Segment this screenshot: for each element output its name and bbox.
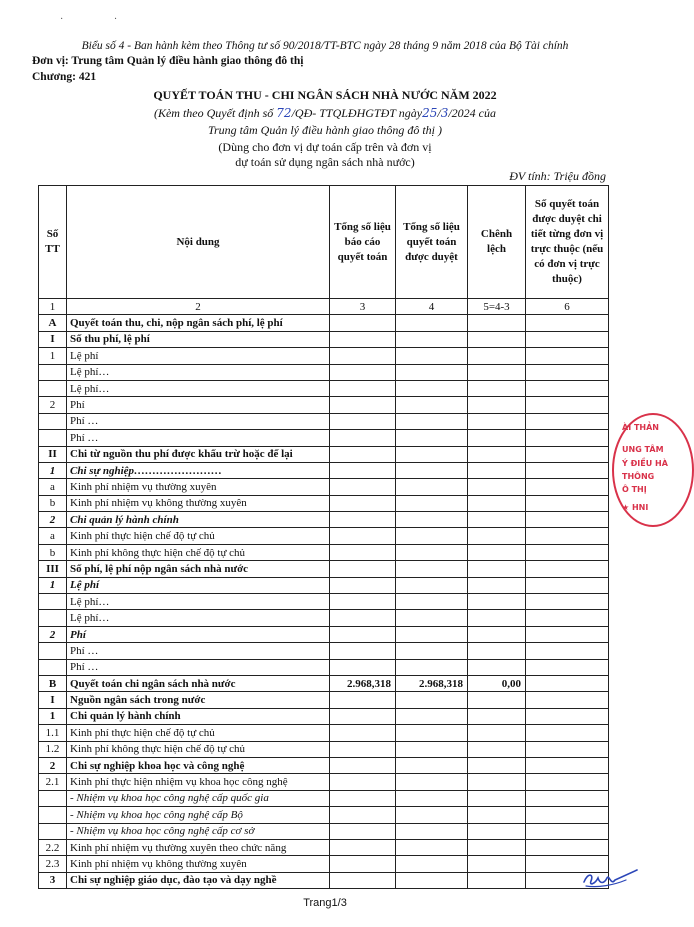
row-content: Lệ phí bbox=[67, 348, 330, 364]
stamp-text: THÔNG bbox=[622, 472, 655, 481]
row-stt: 3 bbox=[39, 872, 67, 888]
row-detail-value bbox=[526, 577, 609, 593]
table-row bbox=[39, 364, 609, 380]
row-reported-value bbox=[330, 364, 396, 380]
row-diff-value bbox=[468, 331, 526, 347]
row-detail-value bbox=[526, 479, 609, 495]
scan-specks: · · bbox=[60, 14, 142, 25]
row-stt: b bbox=[39, 495, 67, 511]
row-detail-value bbox=[526, 495, 609, 511]
row-content: Chi sự nghiệp khoa học và công nghệ bbox=[67, 757, 330, 773]
table-row bbox=[39, 512, 609, 528]
row-content: Chi quản lý hành chính bbox=[67, 512, 330, 528]
table-row bbox=[39, 790, 609, 806]
usage-line-1: (Dùng cho đơn vị dự toán cấp trên và đơn vị bbox=[218, 140, 432, 154]
row-approved-value bbox=[396, 446, 468, 462]
row-approved-value bbox=[396, 528, 468, 544]
row-approved-value bbox=[396, 856, 468, 872]
row-reported-value bbox=[330, 872, 396, 888]
row-content: Chi sự nghiệp giáo dục, đào tạo và dạy nghề bbox=[67, 872, 330, 888]
col-header-diff: Chênh lệch bbox=[468, 186, 526, 299]
row-reported-value bbox=[330, 446, 396, 462]
row-content: Lệ phí… bbox=[67, 594, 330, 610]
row-content: Kinh phí thực hiện chế độ tự chủ bbox=[67, 725, 330, 741]
row-diff-value bbox=[468, 725, 526, 741]
row-approved-value bbox=[396, 823, 468, 839]
row-reported-value bbox=[330, 856, 396, 872]
row-content: Kinh phí thực hiện nhiệm vụ khoa học công nghệ bbox=[67, 774, 330, 790]
row-diff-value bbox=[468, 544, 526, 560]
row-approved-value bbox=[396, 708, 468, 724]
row-content: Phí … bbox=[67, 643, 330, 659]
table-row bbox=[39, 495, 609, 511]
row-content: Lệ phí… bbox=[67, 364, 330, 380]
row-reported-value bbox=[330, 577, 396, 593]
chapter-label: Chương: 421 bbox=[32, 71, 97, 83]
row-detail-value bbox=[526, 807, 609, 823]
row-reported-value bbox=[330, 528, 396, 544]
budget-table bbox=[38, 185, 609, 889]
row-approved-value bbox=[396, 544, 468, 560]
row-detail-value bbox=[526, 446, 609, 462]
row-stt: 1 bbox=[39, 462, 67, 478]
row-content: Quyết toán thu, chi, nộp ngân sách phí, lệ phí bbox=[67, 315, 330, 331]
table-row bbox=[39, 675, 609, 691]
row-content: Kinh phí nhiệm vụ thường xuyên theo chức năng bbox=[67, 839, 330, 855]
row-detail-value bbox=[526, 823, 609, 839]
decision-prefix: (Kèm theo Quyết định số bbox=[153, 106, 277, 120]
row-approved-value bbox=[396, 807, 468, 823]
row-stt: 2 bbox=[39, 626, 67, 642]
row-diff-value bbox=[468, 692, 526, 708]
row-stt: II bbox=[39, 446, 67, 462]
row-stt bbox=[39, 643, 67, 659]
form-note: Biểu số 4 - Ban hành kèm theo Thông tư số 90/2018/TT-BTC ngày 28 tháng 9 năm 2018 của Bộ Tài chính bbox=[81, 40, 569, 52]
row-stt: 1 bbox=[39, 577, 67, 593]
row-reported-value bbox=[330, 692, 396, 708]
row-stt: 2.1 bbox=[39, 774, 67, 790]
row-approved-value bbox=[396, 348, 468, 364]
table-row bbox=[39, 544, 609, 560]
index-cell: 5=4-3 bbox=[468, 299, 526, 315]
table-row bbox=[39, 839, 609, 855]
row-diff-value bbox=[468, 462, 526, 478]
table-row bbox=[39, 315, 609, 331]
row-diff-value bbox=[468, 790, 526, 806]
row-diff-value bbox=[468, 315, 526, 331]
row-approved-value bbox=[396, 872, 468, 888]
row-stt bbox=[39, 430, 67, 446]
row-stt: a bbox=[39, 528, 67, 544]
row-reported-value bbox=[330, 626, 396, 642]
row-reported-value bbox=[330, 790, 396, 806]
row-reported-value bbox=[330, 774, 396, 790]
row-approved-value bbox=[396, 495, 468, 511]
table-row bbox=[39, 348, 609, 364]
row-approved-value bbox=[396, 741, 468, 757]
row-detail-value bbox=[526, 692, 609, 708]
table-row bbox=[39, 561, 609, 577]
row-stt: b bbox=[39, 544, 67, 560]
stamp-text: ÀI THẢN bbox=[622, 423, 659, 432]
row-approved-value bbox=[396, 512, 468, 528]
row-content: Kinh phí nhiệm vụ thường xuyên bbox=[67, 479, 330, 495]
table-row bbox=[39, 380, 609, 396]
table-row bbox=[39, 741, 609, 757]
index-cell: 1 bbox=[39, 299, 67, 315]
row-reported-value bbox=[330, 725, 396, 741]
row-diff-value bbox=[468, 774, 526, 790]
row-diff-value bbox=[468, 430, 526, 446]
row-content: Lệ phí bbox=[67, 577, 330, 593]
row-reported-value bbox=[330, 380, 396, 396]
row-detail-value bbox=[526, 774, 609, 790]
table-row bbox=[39, 823, 609, 839]
row-detail-value bbox=[526, 757, 609, 773]
row-detail-value bbox=[526, 315, 609, 331]
row-approved-value bbox=[396, 659, 468, 675]
row-reported-value bbox=[330, 331, 396, 347]
row-approved-value bbox=[396, 430, 468, 446]
row-reported-value bbox=[330, 462, 396, 478]
row-content: Phí bbox=[67, 626, 330, 642]
row-content: Chi quản lý hành chính bbox=[67, 708, 330, 724]
table-row bbox=[39, 626, 609, 642]
row-content: Nguồn ngân sách trong nước bbox=[67, 692, 330, 708]
row-reported-value bbox=[330, 839, 396, 855]
row-stt bbox=[39, 413, 67, 429]
index-cell: 3 bbox=[330, 299, 396, 315]
page-number: Trang1/3 bbox=[303, 897, 347, 909]
row-approved-value bbox=[396, 626, 468, 642]
table-row bbox=[39, 594, 609, 610]
row-diff-value bbox=[468, 413, 526, 429]
row-stt bbox=[39, 807, 67, 823]
row-detail-value bbox=[526, 659, 609, 675]
row-diff-value bbox=[468, 856, 526, 872]
table-row bbox=[39, 528, 609, 544]
row-reported-value bbox=[330, 823, 396, 839]
row-approved-value bbox=[396, 561, 468, 577]
row-reported-value bbox=[330, 708, 396, 724]
row-detail-value bbox=[526, 430, 609, 446]
row-diff-value bbox=[468, 839, 526, 855]
row-approved-value bbox=[396, 331, 468, 347]
row-diff-value bbox=[468, 659, 526, 675]
row-approved-value bbox=[396, 839, 468, 855]
row-detail-value bbox=[526, 348, 609, 364]
row-diff-value bbox=[468, 348, 526, 364]
table-row bbox=[39, 479, 609, 495]
row-stt bbox=[39, 659, 67, 675]
row-diff-value bbox=[468, 708, 526, 724]
table-row bbox=[39, 807, 609, 823]
table-row bbox=[39, 331, 609, 347]
row-diff-value bbox=[468, 446, 526, 462]
decision-line bbox=[0, 106, 650, 121]
row-stt bbox=[39, 823, 67, 839]
row-detail-value bbox=[526, 512, 609, 528]
row-stt: 2 bbox=[39, 397, 67, 413]
table-row bbox=[39, 872, 609, 888]
row-stt bbox=[39, 594, 67, 610]
row-diff-value bbox=[468, 380, 526, 396]
row-diff-value bbox=[468, 495, 526, 511]
row-approved-value bbox=[396, 577, 468, 593]
unit-of-measure: ĐV tính: Triệu đồng bbox=[509, 169, 606, 183]
table-row bbox=[39, 757, 609, 773]
row-stt: 2.2 bbox=[39, 839, 67, 855]
row-detail-value bbox=[526, 626, 609, 642]
row-content: Số phí, lệ phí nộp ngân sách nhà nước bbox=[67, 561, 330, 577]
table-row bbox=[39, 856, 609, 872]
row-detail-value bbox=[526, 331, 609, 347]
decision-day-handwritten: 25 bbox=[422, 106, 438, 120]
row-approved-value bbox=[396, 315, 468, 331]
index-cell: 2 bbox=[67, 299, 330, 315]
row-reported-value bbox=[330, 643, 396, 659]
row-content: Phí … bbox=[67, 659, 330, 675]
row-reported-value bbox=[330, 479, 396, 495]
row-diff-value bbox=[468, 397, 526, 413]
row-reported-value bbox=[330, 430, 396, 446]
row-content: Lệ phí… bbox=[67, 610, 330, 626]
row-diff-value bbox=[468, 610, 526, 626]
page-title: QUYẾT TOÁN THU - CHI NGÂN SÁCH NHÀ NƯỚC NĂM 2022 bbox=[153, 88, 497, 102]
row-detail-value bbox=[526, 708, 609, 724]
table-row bbox=[39, 462, 609, 478]
decision-middle: /QĐ- TTQLĐHGTĐT ngày bbox=[291, 106, 423, 120]
row-approved-value bbox=[396, 594, 468, 610]
row-stt bbox=[39, 364, 67, 380]
row-detail-value bbox=[526, 839, 609, 855]
table-row bbox=[39, 643, 609, 659]
header-row bbox=[39, 186, 609, 299]
decision-number-handwritten: 72 bbox=[276, 106, 292, 120]
index-cell: 4 bbox=[396, 299, 468, 315]
row-approved-value bbox=[396, 364, 468, 380]
row-reported-value bbox=[330, 741, 396, 757]
row-diff-value bbox=[468, 741, 526, 757]
row-approved-value bbox=[396, 462, 468, 478]
row-content: - Nhiệm vụ khoa học công nghệ cấp quốc gia bbox=[67, 790, 330, 806]
row-stt: III bbox=[39, 561, 67, 577]
table-row bbox=[39, 774, 609, 790]
usage-line-2: dự toán sử dụng ngân sách nhà nước) bbox=[235, 155, 415, 169]
decision-suffix: /2024 của bbox=[448, 106, 496, 120]
row-content: Phí … bbox=[67, 413, 330, 429]
row-reported-value: 2.968,318 bbox=[330, 675, 396, 691]
row-stt: 2 bbox=[39, 512, 67, 528]
index-cell: 6 bbox=[526, 299, 609, 315]
red-seal-stamp bbox=[612, 413, 694, 527]
decision-sep: / bbox=[437, 106, 441, 120]
row-reported-value bbox=[330, 659, 396, 675]
row-diff-value bbox=[468, 561, 526, 577]
table-row bbox=[39, 692, 609, 708]
row-approved-value bbox=[396, 479, 468, 495]
row-detail-value bbox=[526, 413, 609, 429]
row-reported-value bbox=[330, 397, 396, 413]
row-content: Kinh phí nhiệm vụ không thường xuyên bbox=[67, 495, 330, 511]
row-approved-value bbox=[396, 643, 468, 659]
row-diff-value bbox=[468, 626, 526, 642]
row-detail-value bbox=[526, 790, 609, 806]
table-row bbox=[39, 397, 609, 413]
stamp-text: Ô THỊ bbox=[622, 485, 647, 494]
row-content: Kinh phí thực hiện chế độ tự chủ bbox=[67, 528, 330, 544]
row-diff-value bbox=[468, 364, 526, 380]
row-approved-value bbox=[396, 692, 468, 708]
table-row bbox=[39, 610, 609, 626]
row-stt: 2.3 bbox=[39, 856, 67, 872]
row-diff-value bbox=[468, 757, 526, 773]
table-row bbox=[39, 659, 609, 675]
row-diff-value bbox=[468, 872, 526, 888]
signature-mark bbox=[580, 866, 640, 892]
row-approved-value bbox=[396, 725, 468, 741]
row-content: Chi sự nghiệp…………………… bbox=[67, 462, 330, 478]
row-diff-value: 0,00 bbox=[468, 675, 526, 691]
row-reported-value bbox=[330, 315, 396, 331]
row-reported-value bbox=[330, 413, 396, 429]
row-stt: 1.1 bbox=[39, 725, 67, 741]
row-stt: I bbox=[39, 692, 67, 708]
decision-month-handwritten: 3 bbox=[440, 106, 449, 120]
row-diff-value bbox=[468, 823, 526, 839]
row-detail-value bbox=[526, 528, 609, 544]
col-header-approved: Tổng số liệu quyết toán được duyệt bbox=[396, 186, 468, 299]
row-approved-value bbox=[396, 790, 468, 806]
row-approved-value bbox=[396, 413, 468, 429]
row-stt: 1 bbox=[39, 348, 67, 364]
row-content: Kinh phí nhiệm vụ không thường xuyên bbox=[67, 856, 330, 872]
col-header-content: Nội dung bbox=[67, 186, 330, 299]
row-stt: a bbox=[39, 479, 67, 495]
row-reported-value bbox=[330, 495, 396, 511]
row-stt bbox=[39, 790, 67, 806]
row-detail-value bbox=[526, 610, 609, 626]
row-diff-value bbox=[468, 807, 526, 823]
row-reported-value bbox=[330, 348, 396, 364]
row-reported-value bbox=[330, 757, 396, 773]
row-detail-value bbox=[526, 725, 609, 741]
col-header-stt: Số TT bbox=[39, 186, 67, 299]
row-approved-value bbox=[396, 757, 468, 773]
row-content: - Nhiệm vụ khoa học công nghệ cấp Bộ bbox=[67, 807, 330, 823]
table-row bbox=[39, 708, 609, 724]
row-diff-value bbox=[468, 594, 526, 610]
row-stt: B bbox=[39, 675, 67, 691]
row-diff-value bbox=[468, 528, 526, 544]
row-content: Chi từ nguồn thu phí được khấu trừ hoặc để lại bbox=[67, 446, 330, 462]
row-detail-value bbox=[526, 741, 609, 757]
row-detail-value bbox=[526, 643, 609, 659]
row-reported-value bbox=[330, 544, 396, 560]
index-row bbox=[39, 299, 609, 315]
row-approved-value bbox=[396, 774, 468, 790]
row-content: Lệ phí… bbox=[67, 380, 330, 396]
row-stt: 1.2 bbox=[39, 741, 67, 757]
row-content: Quyết toán chi ngân sách nhà nước bbox=[67, 675, 330, 691]
row-detail-value bbox=[526, 675, 609, 691]
row-stt bbox=[39, 380, 67, 396]
row-stt: A bbox=[39, 315, 67, 331]
col-header-detail: Số quyết toán được duyệt chi tiết từng đơn vị trực thuộc (nếu có đơn vị trực thuộc) bbox=[526, 186, 609, 299]
row-reported-value bbox=[330, 610, 396, 626]
stamp-text: UNG TÂM bbox=[622, 445, 664, 454]
row-content: Số thu phí, lệ phí bbox=[67, 331, 330, 347]
row-approved-value: 2.968,318 bbox=[396, 675, 468, 691]
unit-label: Đơn vị: Trung tâm Quản lý điều hành giao thông đô thị bbox=[32, 55, 304, 67]
row-reported-value bbox=[330, 561, 396, 577]
col-header-reported: Tổng số liệu báo cáo quyết toán bbox=[330, 186, 396, 299]
row-content: Kinh phí không thực hiện chế độ tự chủ bbox=[67, 741, 330, 757]
row-reported-value bbox=[330, 512, 396, 528]
table-row bbox=[39, 725, 609, 741]
row-content: Kinh phí không thực hiện chế độ tự chủ bbox=[67, 544, 330, 560]
row-detail-value bbox=[526, 364, 609, 380]
row-content: Phí bbox=[67, 397, 330, 413]
stamp-text: ★ HNI bbox=[622, 503, 649, 512]
table-row bbox=[39, 446, 609, 462]
row-diff-value bbox=[468, 479, 526, 495]
row-reported-value bbox=[330, 594, 396, 610]
row-stt bbox=[39, 610, 67, 626]
decision-line-2: Trung tâm Quản lý điều hành giao thông đô thị ) bbox=[208, 123, 442, 137]
row-content: - Nhiệm vụ khoa học công nghệ cấp cơ sở bbox=[67, 823, 330, 839]
row-stt: 2 bbox=[39, 757, 67, 773]
row-stt: I bbox=[39, 331, 67, 347]
row-stt: 1 bbox=[39, 708, 67, 724]
row-detail-value bbox=[526, 380, 609, 396]
row-detail-value bbox=[526, 462, 609, 478]
row-content: Phí … bbox=[67, 430, 330, 446]
table-row bbox=[39, 430, 609, 446]
table-row bbox=[39, 577, 609, 593]
row-detail-value bbox=[526, 561, 609, 577]
row-diff-value bbox=[468, 643, 526, 659]
row-approved-value bbox=[396, 610, 468, 626]
row-approved-value bbox=[396, 397, 468, 413]
row-reported-value bbox=[330, 807, 396, 823]
row-detail-value bbox=[526, 397, 609, 413]
table-row bbox=[39, 413, 609, 429]
row-detail-value bbox=[526, 544, 609, 560]
row-detail-value bbox=[526, 594, 609, 610]
stamp-text: Ý ĐIỀU HÀ bbox=[622, 459, 668, 468]
row-diff-value bbox=[468, 577, 526, 593]
row-diff-value bbox=[468, 512, 526, 528]
row-approved-value bbox=[396, 380, 468, 396]
